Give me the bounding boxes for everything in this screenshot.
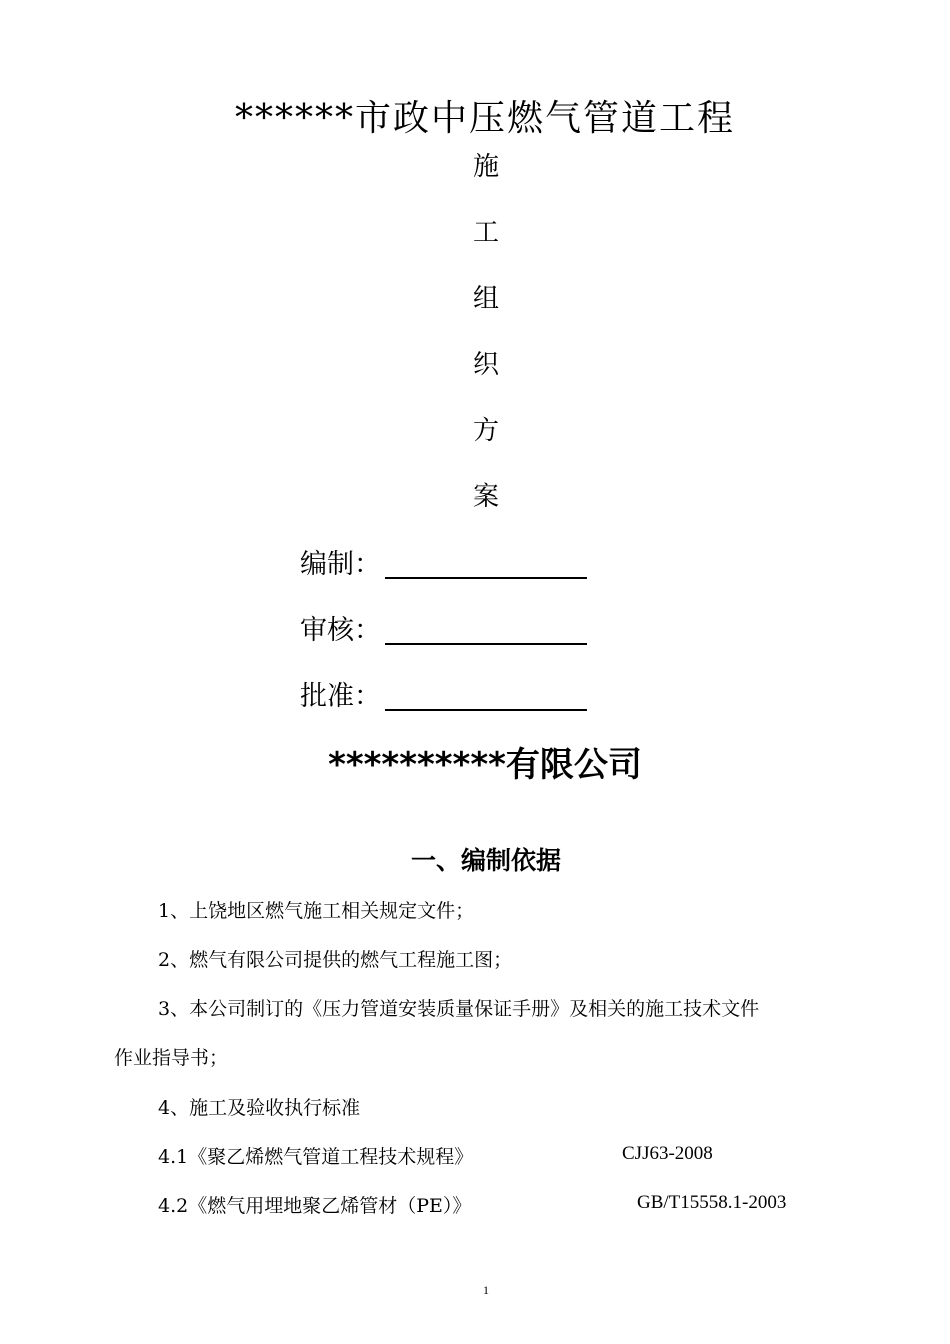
signature-line bbox=[385, 643, 587, 645]
standard-item-4-2: 4.2《燃气用埋地聚乙烯管材（PE）》 bbox=[158, 1195, 472, 1217]
vertical-title-char: 方 bbox=[472, 416, 499, 446]
signature-reviewed bbox=[300, 608, 381, 647]
vertical-title-char: 施 bbox=[472, 152, 499, 182]
signature-approved bbox=[300, 674, 381, 713]
company-name: **********有限公司 bbox=[328, 745, 642, 785]
page-number: 1 bbox=[483, 1283, 489, 1297]
signature-compiled bbox=[300, 542, 381, 581]
signature-label: 编制： bbox=[300, 549, 381, 580]
section-heading: 一、编制依据 bbox=[410, 846, 561, 875]
vertical-title-char: 组 bbox=[472, 284, 499, 314]
signature-line bbox=[385, 577, 587, 579]
basis-item-1: 1、上饶地区燃气施工相关规定文件； bbox=[158, 900, 475, 922]
signature-line bbox=[385, 709, 587, 711]
basis-item-3-continued: 作业指导书； bbox=[114, 1047, 229, 1069]
basis-item-3: 3、本公司制订的《压力管道安装质量保证手册》及相关的施工技术文件 bbox=[158, 998, 760, 1020]
basis-item-4: 4、施工及验收执行标准 bbox=[158, 1097, 361, 1119]
basis-item-2: 2、燃气有限公司提供的燃气工程施工图； bbox=[158, 949, 513, 971]
standard-code-4-2: GB/T15558.1-2003 bbox=[637, 1192, 787, 1213]
signature-label: 批准： bbox=[300, 681, 381, 712]
document-title: ******市政中压燃气管道工程 bbox=[234, 98, 735, 139]
vertical-title-char: 织 bbox=[472, 350, 499, 380]
signature-label: 审核： bbox=[300, 615, 381, 646]
vertical-title-char: 工 bbox=[472, 218, 499, 248]
vertical-title-char: 案 bbox=[472, 482, 499, 512]
standard-item-4-1: 4.1《聚乙烯燃气管道工程技术规程》 bbox=[158, 1146, 474, 1168]
standard-code-4-1: CJJ63-2008 bbox=[622, 1143, 713, 1164]
